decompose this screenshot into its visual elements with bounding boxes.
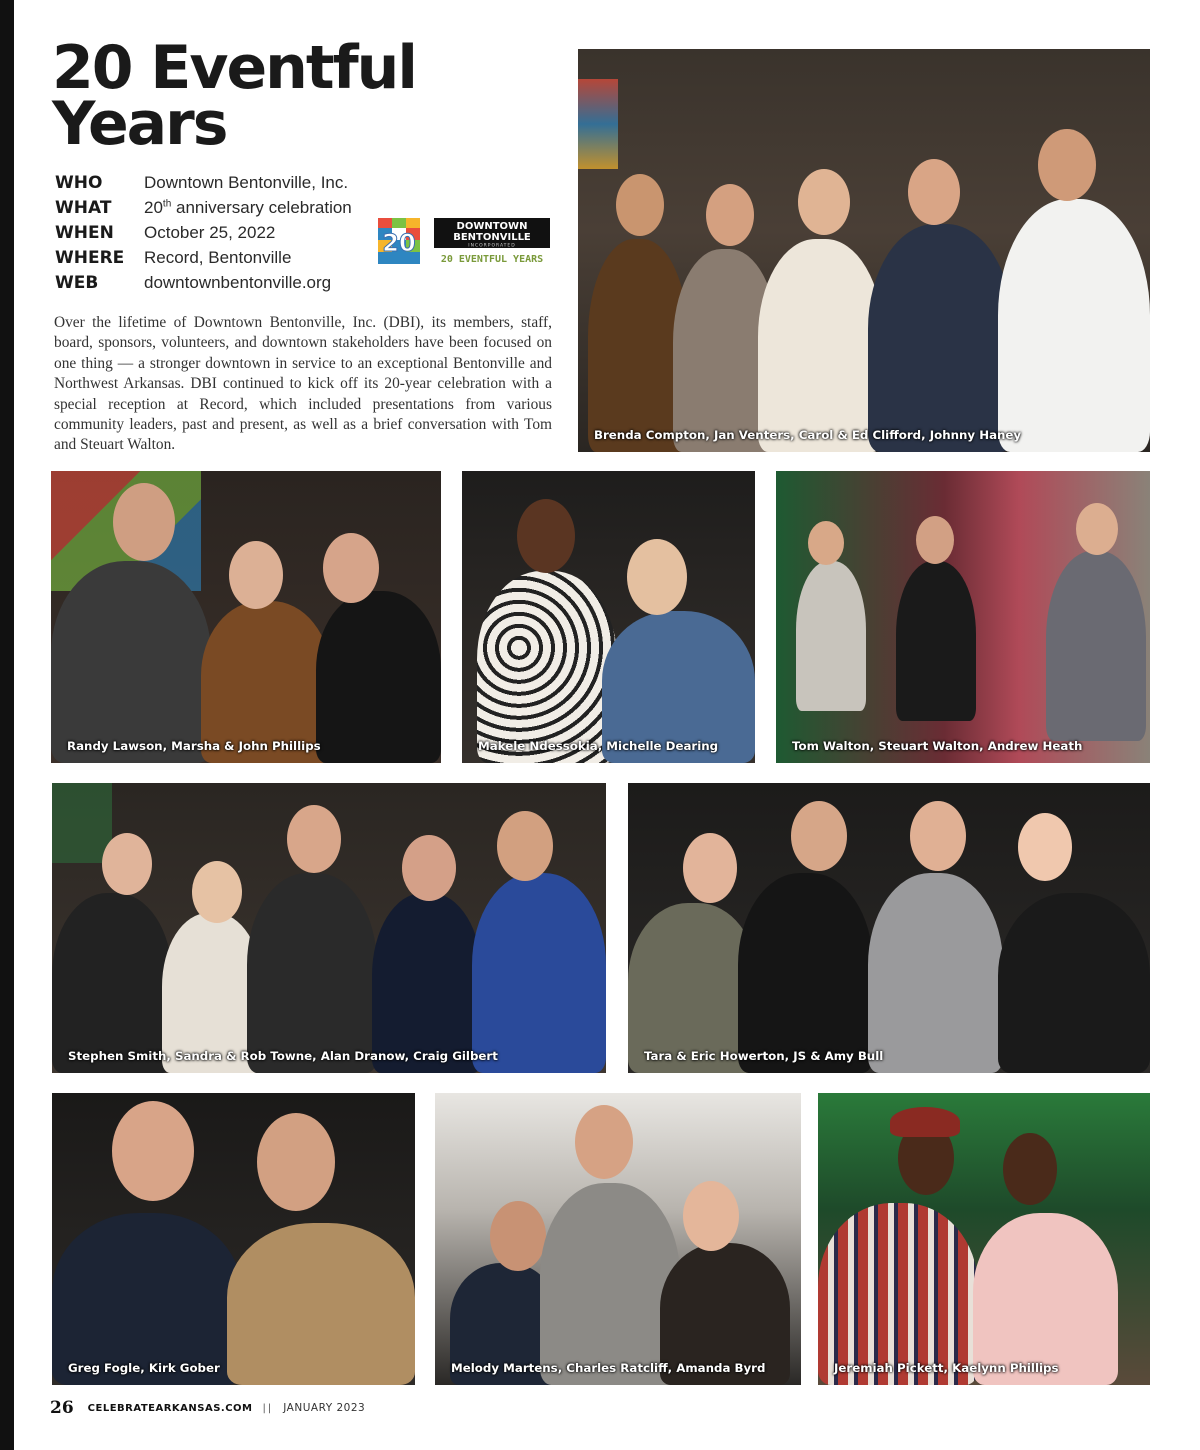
page-number: 26 — [50, 1398, 74, 1418]
detail-value: 20th anniversary celebration — [144, 197, 352, 217]
logo-line-bentonville: BENTONVILLE — [453, 232, 531, 243]
detail-value: downtownbentonville.org — [144, 273, 332, 293]
detail-label: WHERE — [55, 248, 125, 269]
photo-caption: Tom Walton, Steuart Walton, Andrew Heath — [792, 739, 1083, 753]
detail-label: WHEN — [55, 222, 114, 243]
event-photo — [52, 783, 606, 1073]
detail-label: WHO — [55, 172, 103, 193]
event-photo — [628, 783, 1150, 1073]
publication-site: CELEBRATEARKANSAS.COM — [87, 1402, 253, 1414]
logo-line-incorporated: INCORPORATED — [468, 243, 516, 249]
detail-row-when — [55, 220, 375, 245]
event-photo — [818, 1093, 1150, 1385]
photo-caption: Tara & Eric Howerton, JS & Amy Bull — [644, 1049, 884, 1063]
logo-tagline: 20 EVENTFUL YEARS — [440, 254, 544, 265]
event-photo — [578, 49, 1150, 452]
detail-label: WEB — [55, 273, 99, 294]
detail-row-what — [55, 195, 375, 220]
issue-date: JANUARY 2023 — [283, 1402, 366, 1414]
photo-caption: Jeremiah Pickett, Kaelynn Phillips — [834, 1361, 1059, 1375]
photo-caption: Brenda Compton, Jan Venters, Carol & Ed Clifford, Johnny Haney — [594, 428, 1022, 442]
article-title: 20 Eventful Years — [52, 33, 416, 159]
logo-line-downtown: DOWNTOWN — [456, 221, 528, 232]
page-spine-bar — [0, 0, 14, 1450]
article-body: Over the lifetime of Downtown Bentonville, Inc. (DBI), its members, staff, board, sponsors, volunteers, and downtown stakeholders have been focused on one thing — a stronger downtown in service to an exceptional Bentonville and Northwest Arkansas. DBI continued to kick off its 20-year celebration with a special reception at Record, which included presentations from various community leaders, past and present, as well as a brief conversation with Tom and Steuart Walton. — [54, 314, 552, 454]
event-photo — [776, 471, 1150, 763]
photo-caption: Melody Martens, Charles Ratcliff, Amanda Byrd — [451, 1361, 766, 1375]
logo-numeral: 20 — [382, 229, 416, 257]
event-photo — [462, 471, 755, 763]
event-photo — [52, 1093, 415, 1385]
detail-value: Downtown Bentonville, Inc. — [144, 172, 349, 192]
photo-caption: Randy Lawson, Marsha & John Phillips — [67, 739, 321, 753]
photo-caption: Makele Ndessokia, Michelle Dearing — [478, 739, 719, 753]
photo-caption: Stephen Smith, Sandra & Rob Towne, Alan Dranow, Craig Gilbert — [68, 1049, 498, 1063]
detail-row-who — [55, 170, 375, 195]
page-footer — [50, 1397, 365, 1419]
detail-label: WHAT — [55, 197, 112, 218]
event-photo — [435, 1093, 801, 1385]
downtown-bentonville-logo — [378, 216, 550, 266]
event-details — [55, 170, 375, 296]
detail-value: Record, Bentonville — [144, 248, 292, 268]
detail-row-web — [55, 271, 375, 296]
photo-caption: Greg Fogle, Kirk Gober — [68, 1361, 220, 1375]
event-photo — [51, 471, 441, 763]
detail-value: October 25, 2022 — [144, 222, 276, 242]
detail-row-where — [55, 246, 375, 271]
footer-separator: || — [262, 1402, 274, 1414]
